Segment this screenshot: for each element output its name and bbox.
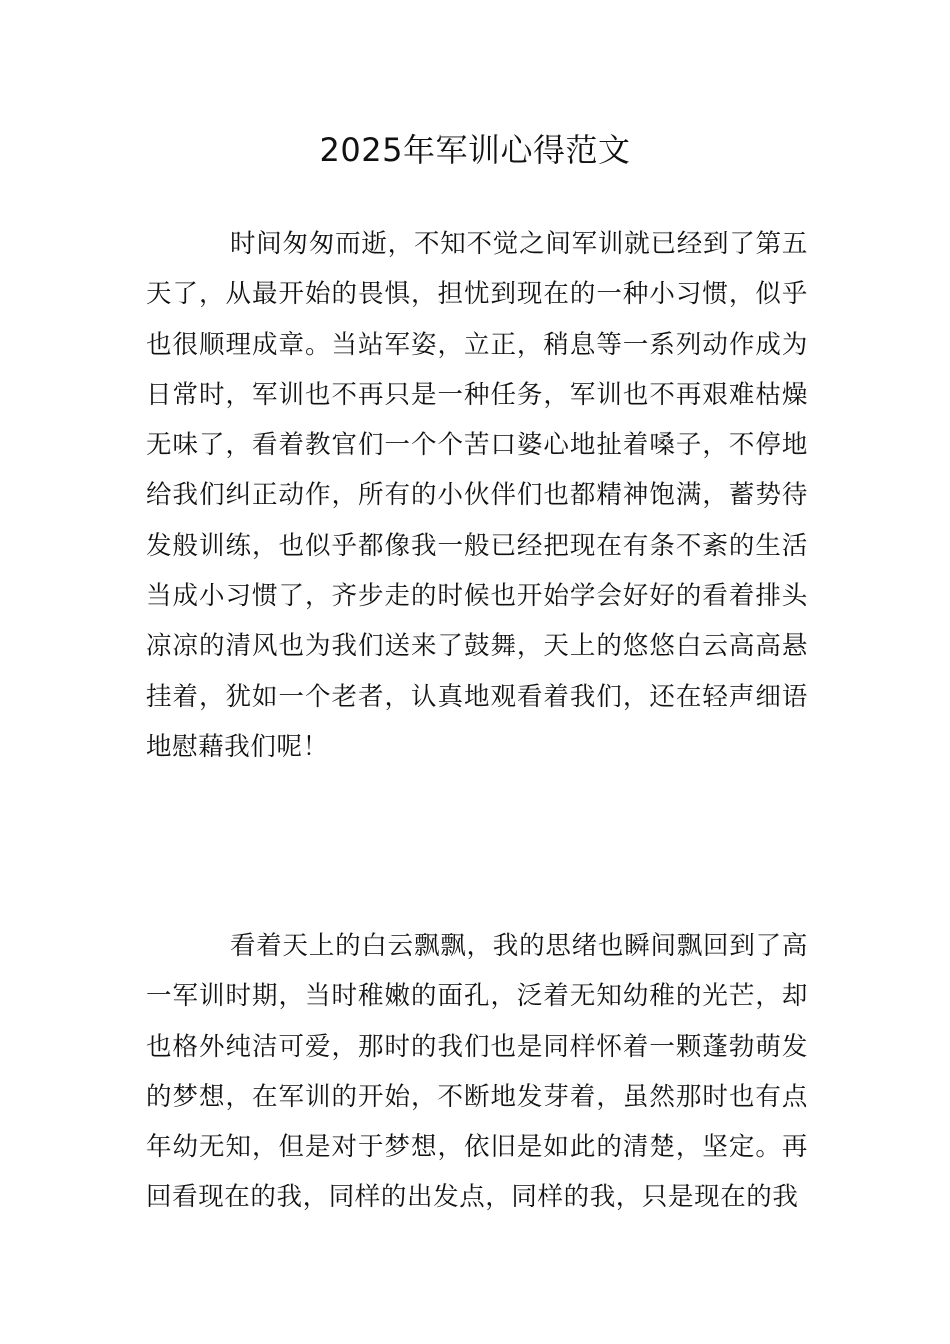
paragraph-2: 看着天上的白云飘飘，我的思绪也瞬间飘回到了高一军训时期，当时稚嫩的面孔，泛着无知幼稚的光芒，却也格外纯洁可爱，那时的我们也是同样怀着一颗蓬勃萌发的梦想，在军训的开始，不断地发芽着，虽然那时也有点年幼无知，但是对于梦想，依旧是如此的清楚，坚定。再回看现在的我，同样的出发点，同样的我，只是现在的我 [146,931,808,1213]
document-title: 2025年军训心得范文 [319,131,631,169]
paragraph-1: 时间匆匆而逝，不知不觉之间军训就已经到了第五天了，从最开始的畏惧，担忧到现在的一种小习惯，似乎也很顺理成章。当站军姿，立正，稍息等一系列动作成为日常时，军训也不再只是一种任务，军训也不再艰难枯燥无味了，看着教官们一个个苦口婆心地扯着嗓子，不停地给我们纠正动作，所有的小伙伴们也都精神饱满，蓄势待发般训练，也似乎都像我一般已经把现在有条不紊的生活当成小习惯了，齐步走的时候也开始学会好好的看着排头凉凉的清风也为我们送来了鼓舞，天上的悠悠白云高高悬挂着，犹如一个老者，认真地观看着我们，还在轻声细语地慰藉我们呢！ [146,229,808,762]
